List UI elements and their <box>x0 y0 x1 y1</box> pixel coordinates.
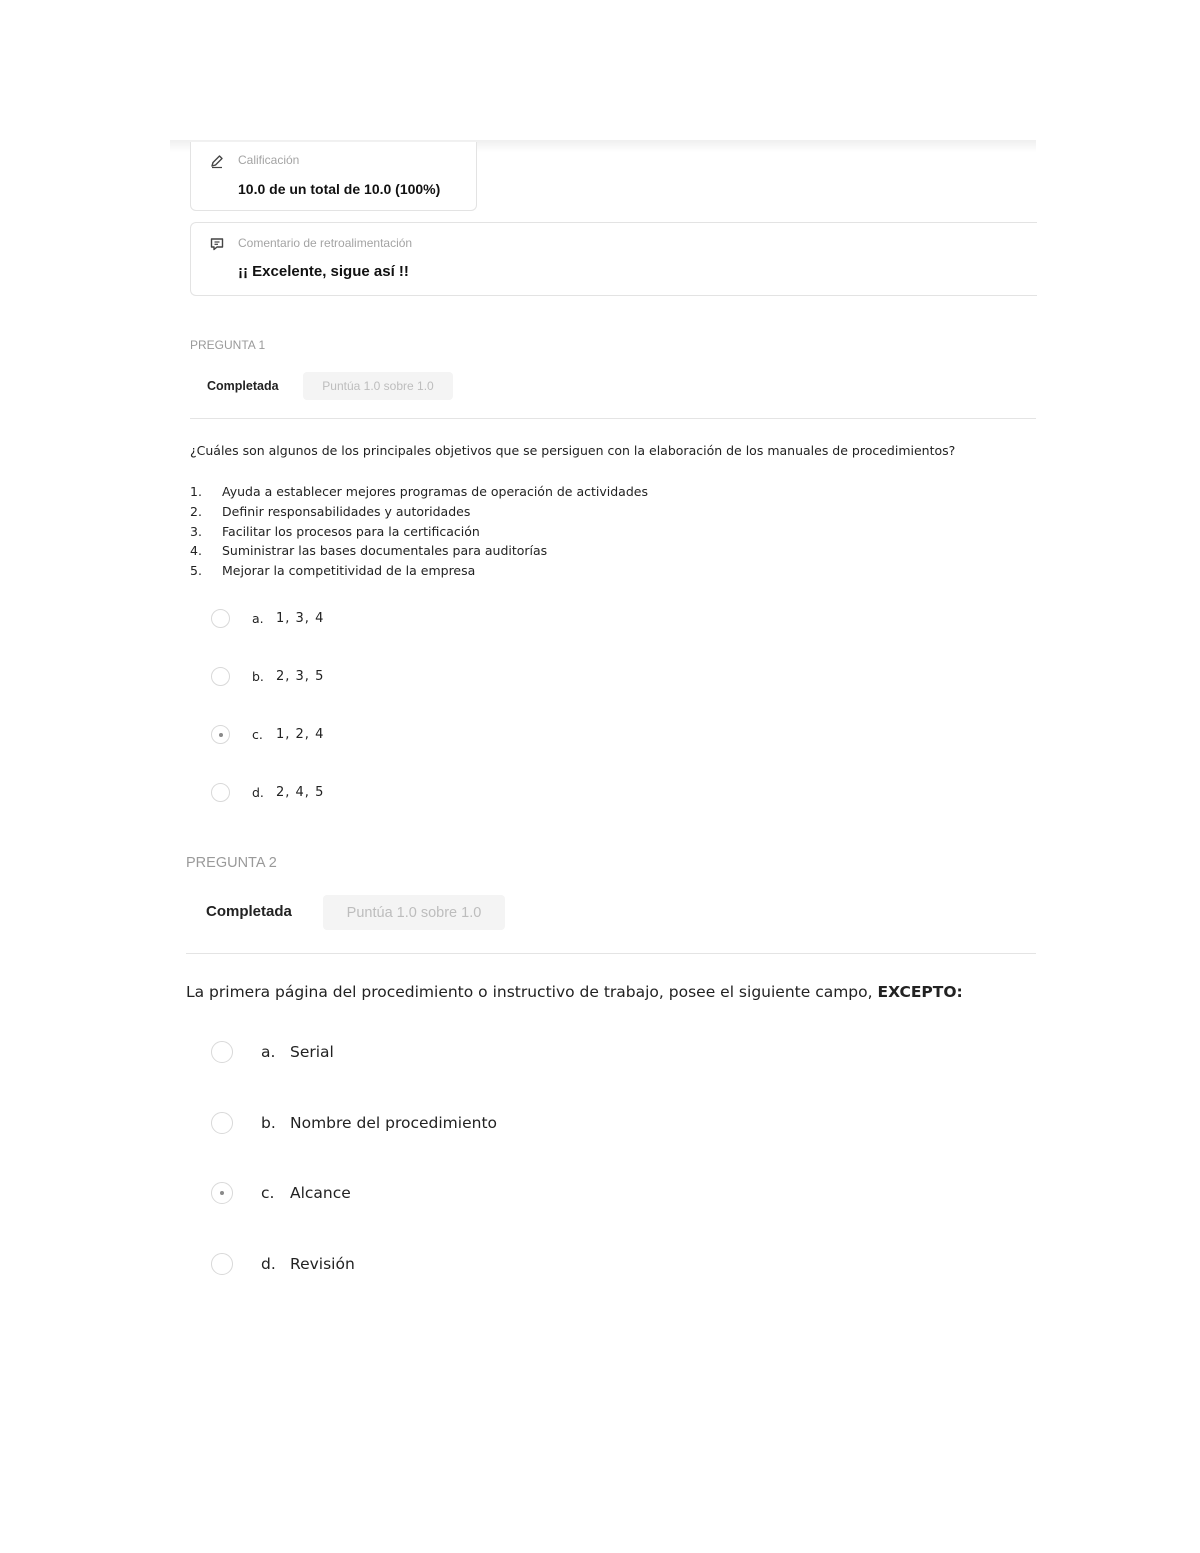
question-1-score: Puntúa 1.0 sobre 1.0 <box>303 372 453 400</box>
radio-button[interactable] <box>211 609 230 628</box>
question-1-status: Completada <box>207 379 279 393</box>
option-text: 1, 2, 4 <box>276 727 325 742</box>
option-text: 2, 3, 5 <box>276 669 325 684</box>
grade-card <box>190 142 477 211</box>
feedback-card <box>190 222 1037 296</box>
question-1-label: PREGUNTA 1 <box>190 338 266 352</box>
option-letter: d. <box>252 785 264 800</box>
list-item-text: Facilitar los procesos para la certificación <box>222 523 480 539</box>
option-text: 2, 4, 5 <box>276 785 325 800</box>
question-1-option-d[interactable] <box>211 783 324 802</box>
option-letter: b. <box>261 1114 276 1132</box>
option-letter: a. <box>252 611 264 626</box>
list-item-number: 5. <box>190 563 202 579</box>
question-2-option-a[interactable] <box>211 1041 334 1063</box>
radio-button[interactable] <box>211 1253 233 1275</box>
radio-button[interactable] <box>211 667 230 686</box>
question-1-option-c[interactable] <box>211 725 324 744</box>
list-item-text: Definir responsabilidades y autoridades <box>222 503 471 519</box>
list-item-number: 2. <box>190 503 202 519</box>
list-item-text: Mejorar la competitividad de la empresa <box>222 563 476 579</box>
list-item-text: Suministrar las bases documentales para auditorías <box>222 543 548 559</box>
option-letter: d. <box>261 1255 276 1273</box>
option-letter: a. <box>261 1043 276 1061</box>
question-1-option-b[interactable] <box>211 667 324 686</box>
list-item-text: Ayuda a establecer mejores programas de operación de actividades <box>222 484 648 499</box>
option-text: 1, 3, 4 <box>276 611 325 626</box>
feedback-value: ¡¡ Excelente, sigue así !! <box>238 263 409 280</box>
question-1-option-a[interactable] <box>211 609 324 628</box>
option-text: Nombre del procedimiento <box>290 1114 498 1132</box>
question-1-text: ¿Cuáles son algunos de los principales objetivos que se persiguen con la elaboración de los manuales de procedimientos? <box>190 443 956 458</box>
radio-button[interactable] <box>211 1041 233 1063</box>
question-2-label: PREGUNTA 2 <box>186 855 277 871</box>
grade-value: 10.0 de un total de 10.0 (100%) <box>238 181 441 197</box>
question-2-option-c[interactable] <box>211 1182 351 1204</box>
comment-icon <box>209 236 225 252</box>
option-text: Serial <box>290 1043 334 1061</box>
question-2-text-emphasis: EXCEPTO: <box>877 983 963 1001</box>
option-letter: c. <box>261 1184 275 1202</box>
list-item-number: 4. <box>190 543 202 559</box>
question-2-option-d[interactable] <box>211 1253 355 1275</box>
grade-label: Calificación <box>238 153 300 167</box>
question-1-divider <box>190 418 1036 419</box>
radio-button-selected[interactable] <box>211 725 230 744</box>
option-letter: c. <box>252 727 263 742</box>
question-2-score: Puntúa 1.0 sobre 1.0 <box>323 895 505 930</box>
radio-button[interactable] <box>211 783 230 802</box>
question-2-text-main: La primera página del procedimiento o instructivo de trabajo, posee el siguiente campo, <box>186 983 878 1001</box>
question-2-option-b[interactable] <box>211 1112 497 1134</box>
feedback-label: Comentario de retroalimentación <box>238 236 413 250</box>
option-text: Alcance <box>290 1184 351 1202</box>
list-item-number: 1. <box>190 484 202 499</box>
list-item-number: 3. <box>190 523 202 539</box>
radio-button-selected[interactable] <box>211 1182 233 1204</box>
question-2-divider <box>186 953 1036 954</box>
radio-button[interactable] <box>211 1112 233 1134</box>
question-2-status: Completada <box>206 903 292 920</box>
question-2-text <box>186 983 963 1001</box>
option-text: Revisión <box>290 1255 355 1273</box>
option-letter: b. <box>252 669 264 684</box>
pencil-icon <box>209 153 225 169</box>
